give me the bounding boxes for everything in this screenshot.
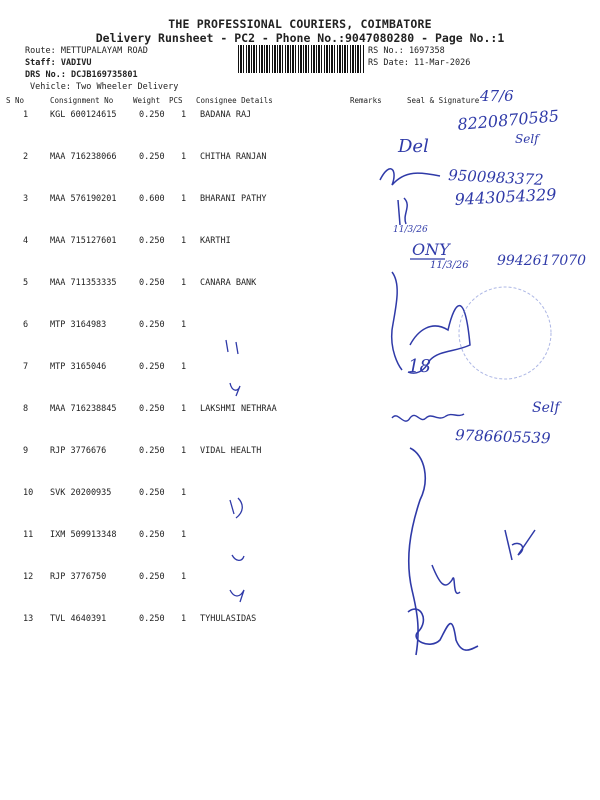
row-consignee: KARTHI [200, 236, 231, 246]
tick-row7 [230, 383, 240, 396]
row-sno: 8 [23, 404, 29, 414]
table-row [0, 110, 600, 130]
hand-page-mark: 47/6 [480, 87, 514, 105]
table-row [0, 152, 600, 172]
row-consignee: LAKSHMI NETHRAA [200, 404, 277, 414]
hand-phone-5: 9786605539 [454, 426, 551, 448]
row-consignment: KGL 600124615 [50, 110, 117, 120]
row-pcs: 1 [181, 320, 187, 330]
table-row [0, 278, 600, 298]
rs-number: RS No.: 1697358 [368, 46, 445, 56]
col-consignment: Consignment No [50, 96, 114, 105]
row-sno: 11 [23, 530, 34, 540]
hand-phone-2: 9500983372 [447, 166, 545, 189]
row-pcs: 1 [181, 572, 187, 582]
route-label: Route: METTUPALAYAM ROAD [25, 46, 148, 56]
company-title: THE PROFESSIONAL COURIERS, COIMBATORE [168, 17, 432, 31]
row-weight: 0.250 [139, 572, 165, 582]
row-consignee: BHARANI PATHY [200, 194, 267, 204]
row-pcs: 1 [181, 362, 187, 372]
row-pcs: 1 [181, 404, 187, 414]
table-row [0, 488, 600, 508]
row-weight: 0.250 [139, 236, 165, 246]
row-consignment: MTP 3165046 [50, 362, 107, 372]
row-consignment: RJP 3776676 [50, 446, 107, 456]
table-row [0, 194, 600, 214]
row-consignee: VIDAL HEALTH [200, 446, 262, 456]
table-row [0, 236, 600, 256]
row-weight: 0.250 [139, 614, 165, 624]
row-pcs: 1 [181, 194, 187, 204]
hand-ony: ONY [412, 240, 450, 259]
staff-label: Staff: VADIVU [25, 58, 92, 68]
row-weight: 0.250 [139, 362, 165, 372]
row-pcs: 1 [181, 152, 187, 162]
row-consignment: MAA 711353335 [50, 278, 117, 288]
hand-phone-3: 9443054329 [454, 184, 557, 209]
row-weight: 0.250 [139, 278, 165, 288]
drs-number: DRS No.: DCJB169735801 [25, 70, 138, 80]
row-pcs: 1 [181, 110, 187, 120]
row-sno: 3 [23, 194, 29, 204]
row-pcs: 1 [181, 488, 187, 498]
row-consignee: CANARA BANK [200, 278, 257, 288]
row-weight: 0.250 [139, 446, 165, 456]
col-seal: Seal & Signature [407, 96, 480, 105]
row-consignment: SVK 20200935 [50, 488, 112, 498]
hand-phone-4: 9942617070 [497, 253, 587, 269]
hand-date-1: 11/3/26 [393, 225, 428, 235]
col-remarks: Remarks [350, 96, 382, 105]
tick-row6 [226, 340, 238, 354]
col-weight: Weight [133, 96, 161, 105]
row-consignment: MTP 3164983 [50, 320, 107, 330]
row-consignee: BADANA RAJ [200, 110, 252, 120]
row-sno: 13 [23, 614, 34, 624]
row-sno: 7 [23, 362, 29, 372]
row-consignment: MAA 576190201 [50, 194, 117, 204]
table-row [0, 530, 600, 550]
row-weight: 0.600 [139, 194, 165, 204]
table-row [0, 320, 600, 340]
row-consignment: IXM 509913348 [50, 530, 117, 540]
row-pcs: 1 [181, 446, 187, 456]
runsheet-subtitle: Delivery Runsheet - PC2 - Phone No.:9047080280 - Page No.:1 [95, 31, 505, 45]
row-weight: 0.250 [139, 110, 165, 120]
row-weight: 0.250 [139, 320, 165, 330]
row-sno: 1 [23, 110, 29, 120]
row-pcs: 1 [181, 278, 187, 288]
row-consignment: MAA 715127601 [50, 236, 117, 246]
row-sno: 2 [23, 152, 29, 162]
row-consignment: RJP 3776750 [50, 572, 107, 582]
hand-self-2: Self [532, 400, 560, 416]
table-row [0, 614, 600, 634]
hand-sign-mark: 18 [408, 356, 431, 377]
row-sno: 9 [23, 446, 29, 456]
hand-phone-1: 8220870585 [456, 106, 560, 134]
row-pcs: 1 [181, 530, 187, 540]
row-weight: 0.250 [139, 488, 165, 498]
row-pcs: 1 [181, 614, 187, 624]
row-consignee: CHITHA RANJAN [200, 152, 267, 162]
table-row [0, 362, 600, 382]
row-sno: 10 [23, 488, 34, 498]
table-row [0, 404, 600, 424]
row-sno: 6 [23, 320, 29, 330]
row-consignment: MAA 716238845 [50, 404, 117, 414]
row-weight: 0.250 [139, 152, 165, 162]
vehicle-label: Vehicle: Two Wheeler Delivery [30, 82, 179, 92]
table-row [0, 446, 600, 466]
rs-date: RS Date: 11-Mar-2026 [368, 58, 471, 68]
row-sno: 5 [23, 278, 29, 288]
table-row [0, 572, 600, 592]
barcode [238, 45, 364, 73]
row-weight: 0.250 [139, 530, 165, 540]
row-consignee: TYHULASIDAS [200, 614, 257, 624]
col-sno: S No [6, 96, 25, 105]
hand-self-1: Self [515, 132, 539, 146]
row-pcs: 1 [181, 236, 187, 246]
row-sno: 12 [23, 572, 34, 582]
tick-row11 [232, 555, 244, 560]
row-sno: 4 [23, 236, 29, 246]
col-pcs: PCS [169, 96, 183, 105]
hand-date-2: 11/3/26 [430, 260, 469, 271]
row-weight: 0.250 [139, 404, 165, 414]
hand-del: Del [398, 136, 429, 157]
row-consignment: TVL 4640391 [50, 614, 107, 624]
row-consignment: MAA 716238066 [50, 152, 117, 162]
col-consignee: Consignee Details [196, 96, 273, 105]
